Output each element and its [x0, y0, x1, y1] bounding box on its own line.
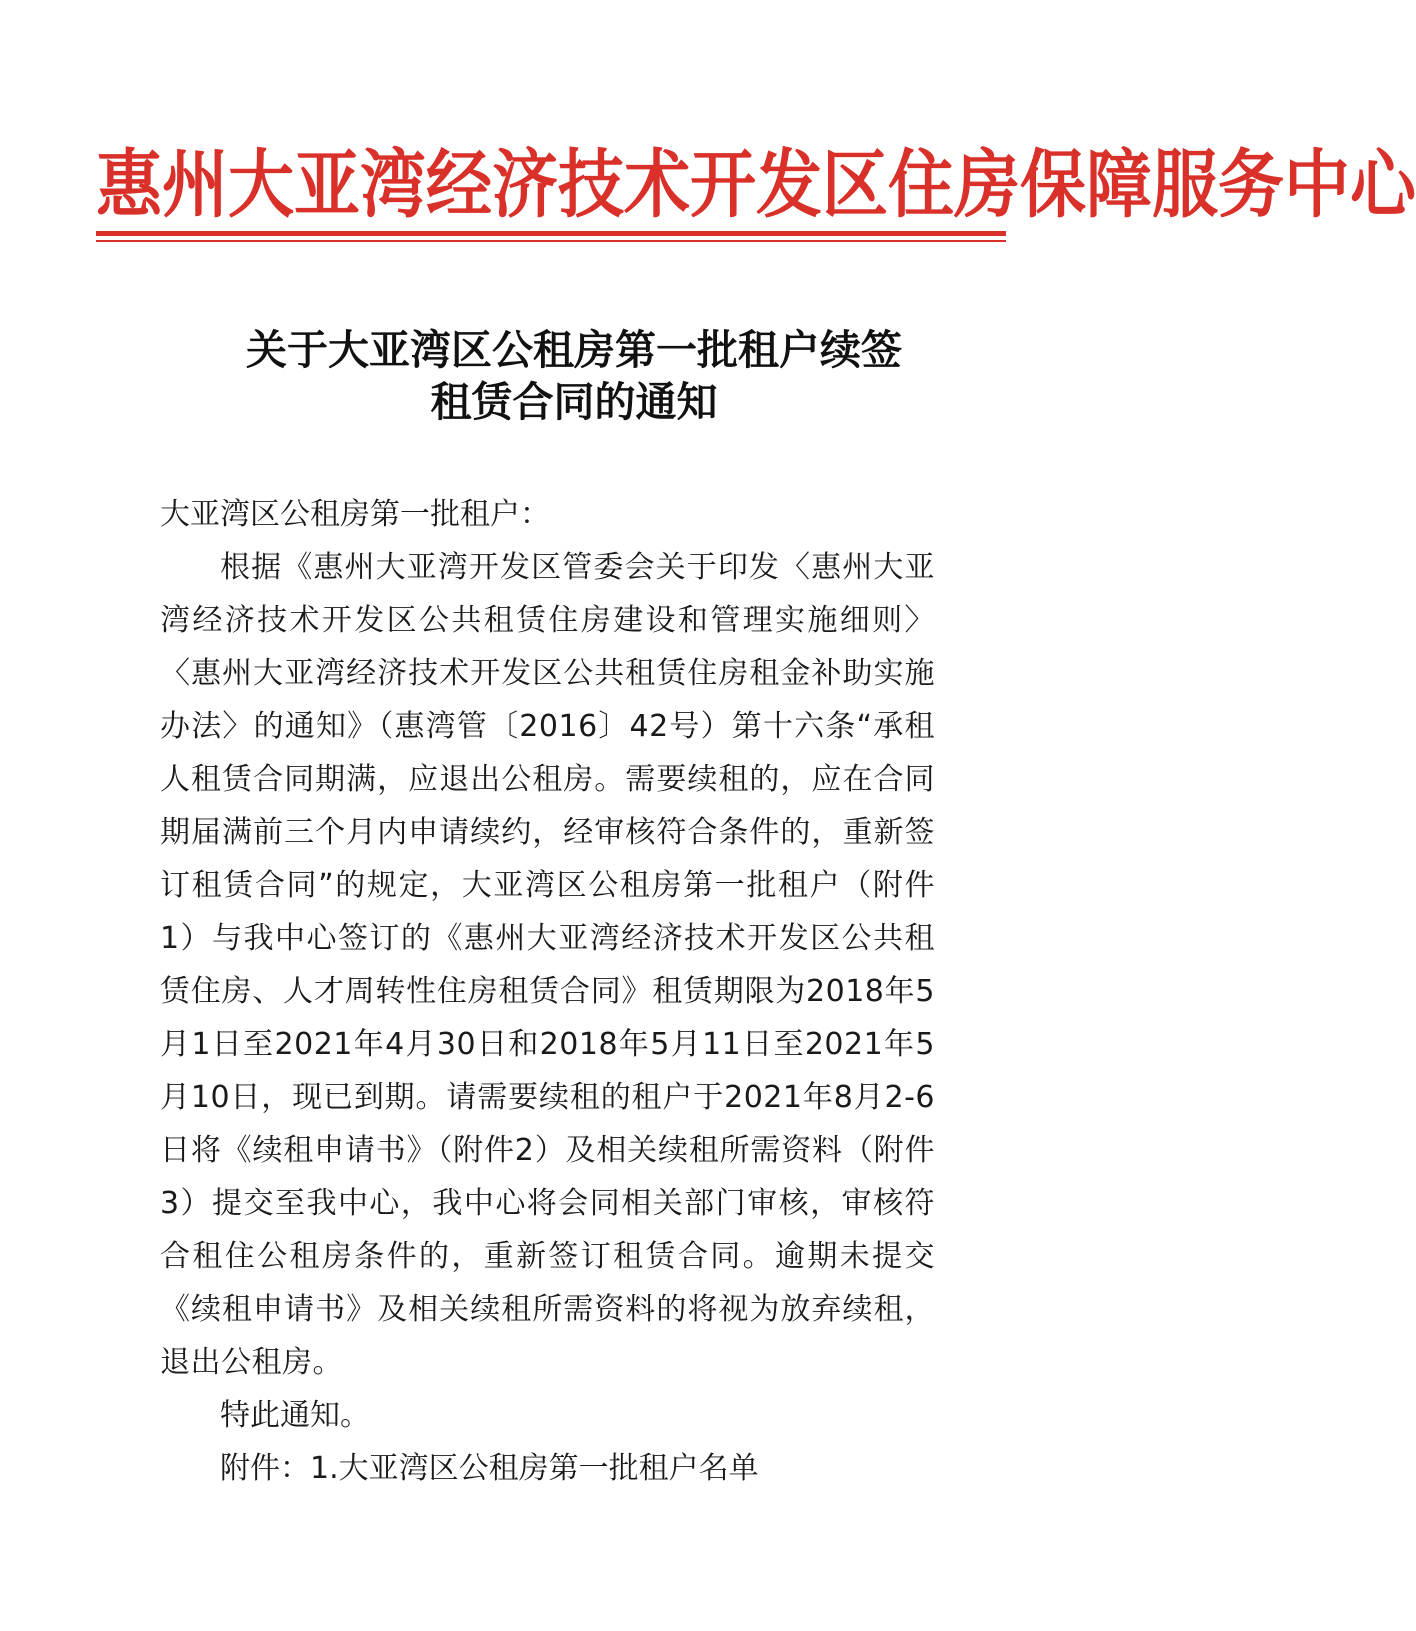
notice-body — [160, 488, 935, 1495]
letterhead-char: 住 — [888, 140, 954, 228]
letterhead-char: 障 — [1086, 140, 1152, 228]
letterhead-char: 务 — [1218, 140, 1284, 228]
letterhead-char: 经 — [426, 140, 492, 228]
letterhead-rule-thick — [96, 231, 1006, 236]
letterhead-rule-thin — [96, 240, 1006, 242]
letterhead-char: 发 — [756, 140, 822, 228]
attachment-line: 附件：1.大亚湾区公租房第一批租户名单 — [220, 1451, 759, 1486]
salutation: 大亚湾区公租房第一批租户： — [160, 497, 550, 532]
letterhead-char: 区 — [822, 140, 888, 228]
letterhead-char: 保 — [1020, 140, 1086, 228]
letterhead-char: 州 — [162, 140, 228, 228]
letterhead-char: 技 — [558, 140, 624, 228]
letterhead-char: 服 — [1152, 140, 1218, 228]
letterhead-char: 房 — [954, 140, 1020, 228]
letterhead-org-name — [96, 138, 1416, 230]
letterhead-char: 术 — [624, 140, 690, 228]
letterhead-char: 大 — [228, 140, 294, 228]
letterhead-char: 开 — [690, 140, 756, 228]
letterhead-char: 中 — [1284, 140, 1350, 228]
letterhead-char: 湾 — [360, 140, 426, 228]
letterhead-char: 惠 — [96, 140, 162, 228]
notice-title-line-2: 租赁合同的通知 — [430, 378, 718, 426]
closing-line: 特此通知。 — [220, 1398, 370, 1433]
letterhead-char: 心 — [1350, 140, 1416, 228]
letterhead-char: 济 — [492, 140, 558, 228]
notice-title-line-1: 关于大亚湾区公租房第一批租户续签 — [246, 326, 902, 374]
letterhead-char: 亚 — [294, 140, 360, 228]
body-paragraph: 根据《惠州大亚湾开发区管委会关于印发〈惠州大亚湾经济技术开发区公共租赁住房建设和管理实施细则〉〈惠州大亚湾经济技术开发区公共租赁住房租金补助实施办法〉的通知》（惠湾管〔2016〕42号）第十六条“承租人租赁合同期满，应退出公租房。需要续租的，应在合同期届满前三个月内申请续约，经审核符合条件的，重新签订租赁合同”的规定，大亚湾区公租房第一批租户（附件1）与我中心签订的《惠州大亚湾经济技术开发区公共租赁住房、人才周转性住房租赁合同》租赁期限为2018年5月1日至2021年4月30日和2018年5月11日至2021年5月10日，现已到期。请需要续租的租户于2021年8月2-6日将《续租申请书》（附件2）及相关续租所需资料（附件3）提交至我中心，我中心将会同相关部门审核，审核符合租住公租房条件的，重新签订租赁合同。逾期未提交《续租申请书》及相关续租所需资料的将视为放弃续租，退出公租房。 — [160, 550, 935, 1380]
